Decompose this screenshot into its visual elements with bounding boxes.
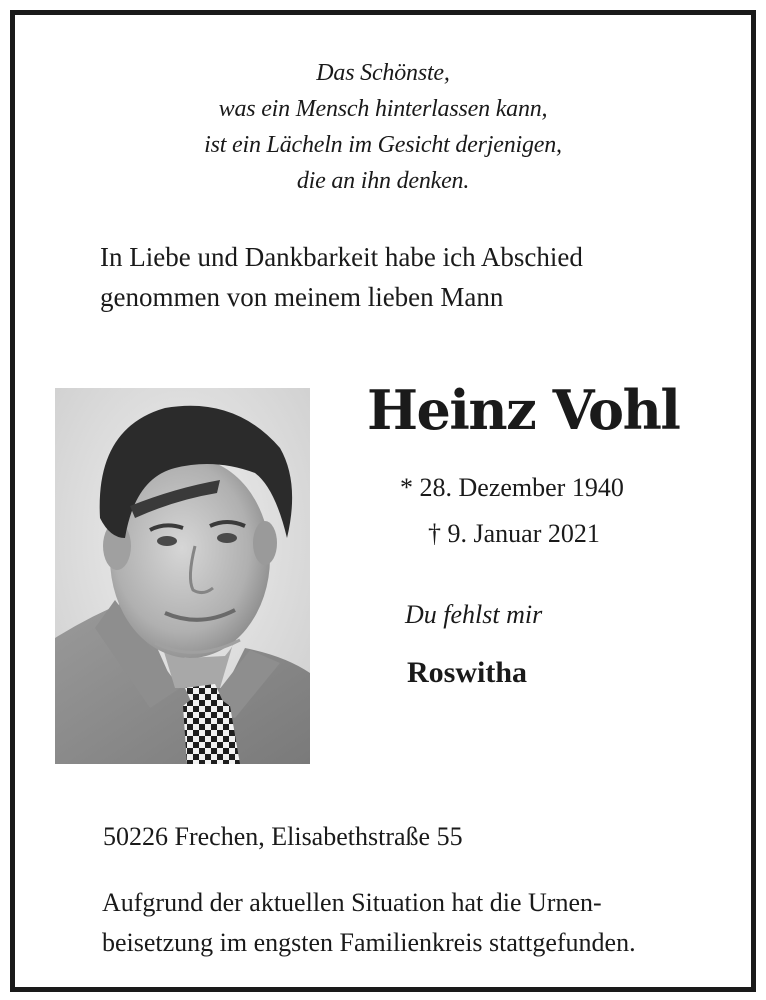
burial-notice: [102, 883, 742, 963]
intro-text: [100, 237, 720, 317]
life-dates: [400, 465, 680, 557]
notice-line: Aufgrund der aktuellen Situation hat die Urnen-: [102, 888, 602, 917]
portrait-illustration: [55, 388, 310, 764]
intro-line: In Liebe und Dankbarkeit habe ich Abschied: [100, 242, 583, 272]
death-date: † 9. Januar 2021: [428, 519, 600, 548]
poem-line: was ein Mensch hinterlassen kann,: [218, 96, 548, 122]
signer-name: Roswitha: [407, 656, 528, 689]
deceased-name: Heinz Vohl: [367, 378, 680, 442]
memorial-poem: [15, 55, 751, 199]
closing-message: Du fehlst mir: [405, 600, 543, 629]
poem-line: ist ein Lächeln im Gesicht derjenigen,: [204, 132, 562, 158]
birth-date: * 28. Dezember 1940: [400, 473, 624, 502]
portrait-photo: [55, 388, 310, 764]
notice-line: beisetzung im engsten Familienkreis stattgefunden.: [102, 928, 636, 957]
obituary-frame: [10, 10, 756, 992]
family-address: 50226 Frechen, Elisabethstraße 55: [103, 822, 463, 851]
poem-line: die an ihn denken.: [296, 168, 470, 194]
poem-line: Das Schönste,: [316, 60, 450, 86]
intro-line: genommen von meinem lieben Mann: [100, 282, 504, 312]
